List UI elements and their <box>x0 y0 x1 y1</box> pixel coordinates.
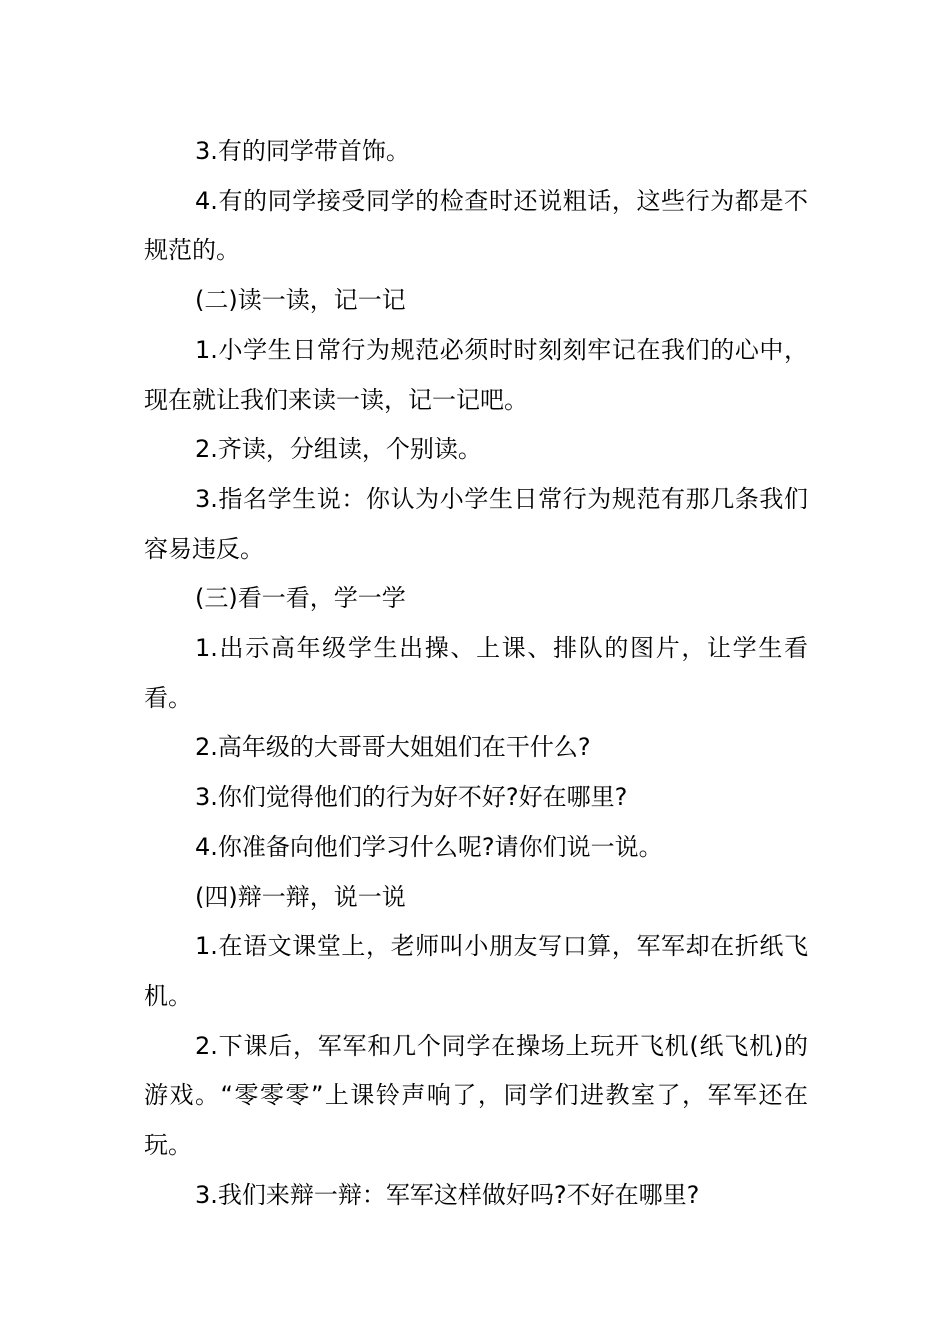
paragraph-item-1-remember-rules: 1.小学生日常行为规范必须时时刻刻牢记在我们的心中，现在就让我们来读一读，记一记吧。 <box>144 335 808 414</box>
paragraph-item-3-jewelry: 3.有的同学带首饰。 <box>195 137 410 165</box>
section-heading-debate-speak: (四)辩一辩，说一说 <box>195 882 406 911</box>
document-body <box>144 127 808 1220</box>
section-heading-read-remember: (二)读一读，记一记 <box>195 286 406 315</box>
paragraph-item-3-student-talk: 3.指名学生说：你认为小学生日常行为规范有那几条我们容易违反。 <box>144 484 808 563</box>
paragraph-item-1-paper-plane: 1.在语文课堂上，老师叫小朋友写口算，军军却在折纸飞机。 <box>144 932 808 1010</box>
section-heading-look-learn: (三)看一看，学一学 <box>195 584 406 613</box>
paragraph-item-4-learn-from: 4.你准备向他们学习什么呢?请你们说一说。 <box>195 832 663 861</box>
paragraph-item-2-reading: 2.齐读，分组读，个别读。 <box>195 435 482 464</box>
paragraph-item-4-rude-words: 4.有的同学接受同学的检查时还说粗话，这些行为都是不规范的。 <box>144 186 808 265</box>
paragraph-item-3-good-behavior: 3.你们觉得他们的行为好不好?好在哪里? <box>195 783 628 812</box>
paragraph-item-2-playground: 2.下课后，军军和几个同学在操场上玩开飞机(纸飞机)的游戏。“零零零”上课铃声响了，同学们进教室了，军军还在玩。 <box>144 1031 808 1160</box>
paragraph-item-3-debate: 3.我们来辩一辩：军军这样做好吗?不好在哪里? <box>195 1180 700 1209</box>
paragraph-item-1-show-pictures: 1.出示高年级学生出操、上课、排队的图片，让学生看看。 <box>144 634 808 712</box>
paragraph-item-2-what-doing: 2.高年级的大哥哥大姐姐们在干什么? <box>195 733 591 762</box>
